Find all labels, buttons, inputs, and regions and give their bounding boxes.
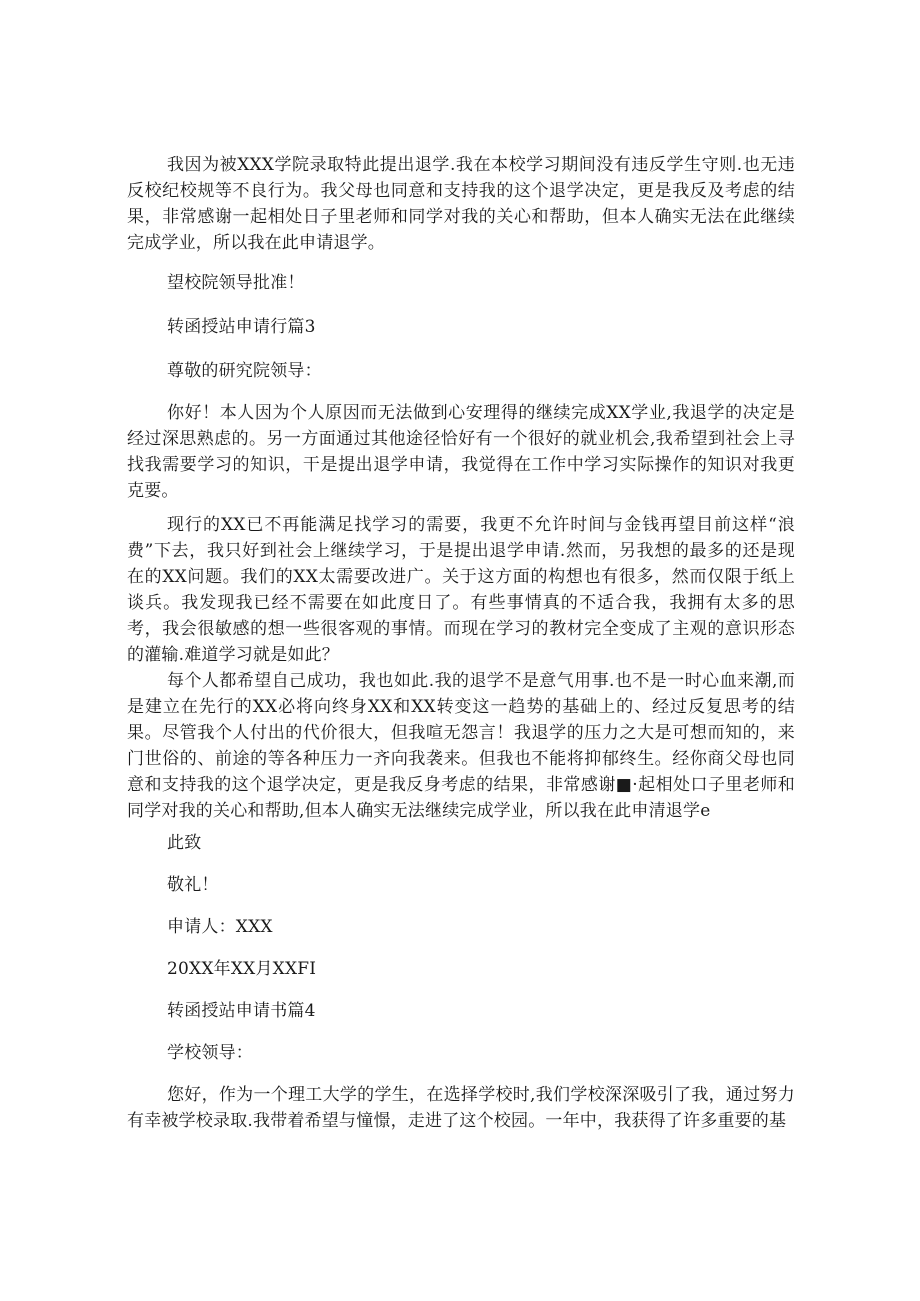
approval-request-line: 望校院领导批准！ (167, 273, 305, 293)
section-heading-3: 转函授站申请行篇3 (167, 317, 316, 337)
paragraph-conclusion: 每个人都希望自己成功，我也如此.我的退学不是意气用事.也不是一时心血来潮,而是建立在先行的XX必将向终身XX和XX转变这一趋势的基础上的、经过反复思考的结果。尽管我个人付出的代价很大，但我喧无怨言！我退学的压力之大是可想而知的，来门世俗的、前途的等各种压力一齐向我袭来。但我也不能将抑郁终生。经你商父母也同意和支持我的这个退学决定，更是我反身考虑的结果，非常感谢■·起相处口子里老师和同学对我的关心和帮助,但本人确实无法继续完成学业，所以我在此申清退学e (127, 671, 795, 821)
closing-line-2: 敬礼！ (167, 875, 219, 895)
paragraph-letter-4-opening: 您好，作为一个理工大学的学生，在选择学校时,我们学校深深吸引了我，通过努力有幸被学校录取.我带着希望与憧憬，走进了这个校园。一年中，我获得了许多重要的基 (127, 1085, 795, 1131)
salutation-3: 尊敬的研究院领导： (167, 361, 322, 381)
applicant-name: 申请人：XXX (167, 917, 273, 937)
application-date: 20XX年XX月XXFI (167, 959, 317, 979)
paragraph-greeting-reason: 你好！本人因为个人原因而无法做到心安理得的继续完成XX学业,我退学的决定是经过深思熟虑的。另一方面通过其他途径恰好有一个很好的就业机会,我希望到社会上寻找我需要学习的知识，干是提出退学申请，我觉得在工作中学习实际操作的知识对我更克要。 (127, 403, 795, 501)
section-heading-4: 转函授站申请书篇4 (167, 1001, 316, 1021)
paragraph-current-situation: 现行的XX已不再能满足找学习的需要，我更不允许时间与金钱再望目前这样“浪费”下去，我只好到社会上继续学习，于是提出退学申请.然而，另我想的最多的还是现在的XX问题。我们的XX太需要改进广。关于这方面的构想也有很多，然而仅限于纸上谈兵。我发现我已经不需要在如此度日了。有些事情真的不适合我，我拥有太多的思考，我会很敏感的想一些很客观的事情。而现在学习的教材完全变成了主观的意识形态的灌输.难道学习就是如此？ (127, 515, 795, 665)
salutation-4: 学校领导： (167, 1043, 253, 1063)
closing-line-1: 此致 (167, 833, 202, 853)
paragraph-withdrawal-reason: 我因为被XXX学院录取特此提出退学.我在本校学习期间没有违反学生守则.也无违反校纪校规等不良行为。我父母也同意和支持我的这个退学决定，更是我反及考虑的结果，非常感谢一起相处日子里老师和同学对我的关心和帮助，但本人确实无法在此继续完成学业，所以我在此申请退学。 (127, 155, 795, 253)
